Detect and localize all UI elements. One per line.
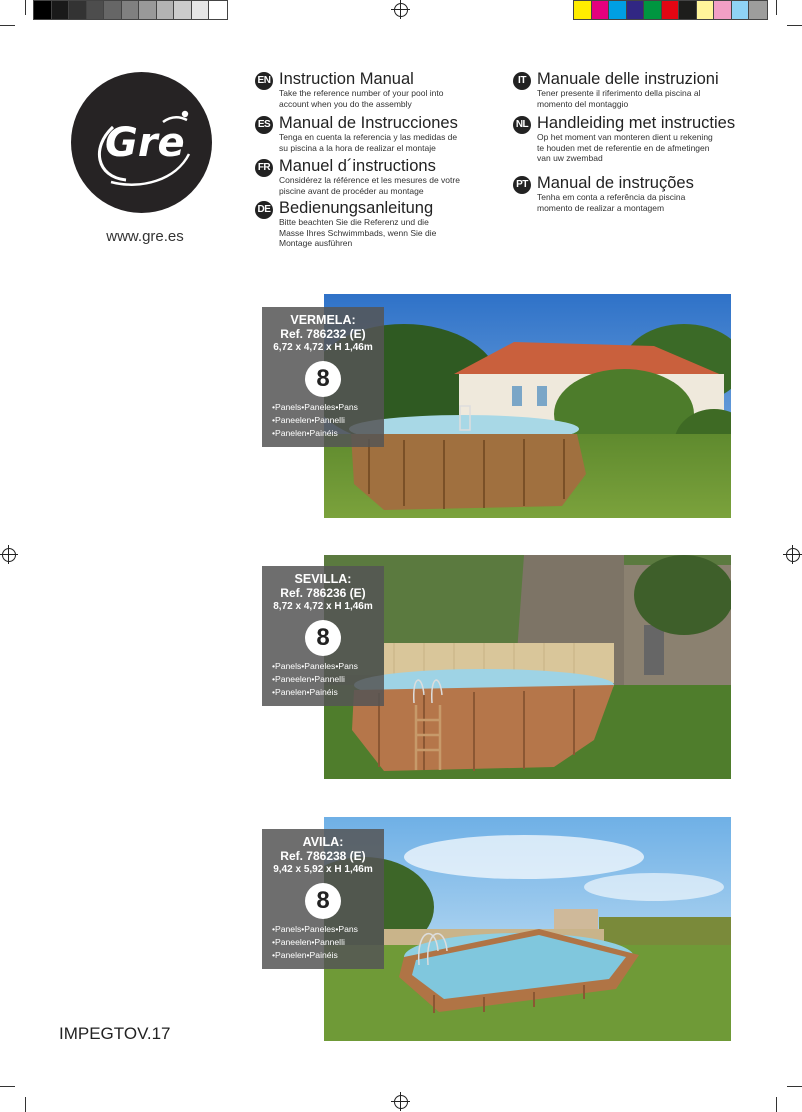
product-dimensions: 9,42 x 5,92 x H 1,46m bbox=[273, 864, 373, 875]
language-title: Manuale delle instruzioni bbox=[537, 70, 719, 88]
language-badge: NL bbox=[513, 116, 531, 134]
color-calibration-bar bbox=[573, 0, 768, 20]
panels-label: •Panelen•Painéis bbox=[272, 687, 338, 697]
color-swatch bbox=[627, 1, 645, 19]
language-description: Bitte beachten Sie die Referenz und die Masse Ihres Schwimmbads, wenn Sie die Montage ausführen bbox=[279, 217, 437, 248]
panels-label: •Panelen•Painéis bbox=[272, 950, 338, 960]
gray-swatch bbox=[87, 1, 105, 19]
language-badge: DE bbox=[255, 201, 273, 219]
color-swatch bbox=[749, 1, 767, 19]
panel-count-badge: 8 bbox=[305, 361, 341, 397]
crop-mark bbox=[787, 1086, 802, 1087]
registration-mark-icon bbox=[2, 548, 16, 562]
product-info-sevilla bbox=[262, 566, 384, 706]
grayscale-calibration-bar bbox=[33, 0, 228, 20]
language-title: Bedienungsanleitung bbox=[279, 199, 434, 217]
language-badge: EN bbox=[255, 72, 273, 90]
crop-mark bbox=[25, 1097, 26, 1112]
gray-swatch bbox=[104, 1, 122, 19]
gray-swatch bbox=[69, 1, 87, 19]
language-title: Instruction Manual bbox=[279, 70, 414, 88]
product-ref: Ref. 786236 (E) bbox=[280, 586, 366, 600]
language-title: Handleiding met instructies bbox=[537, 114, 736, 132]
color-swatch bbox=[609, 1, 627, 19]
panel-count-badge: 8 bbox=[305, 620, 341, 656]
language-badge: FR bbox=[255, 159, 273, 177]
product-info-vermela bbox=[262, 307, 384, 447]
gray-swatch bbox=[192, 1, 210, 19]
language-description: Tener presente il riferimento della piscina al momento del montaggio bbox=[537, 88, 701, 109]
language-title: Manuel d´instructions bbox=[279, 157, 436, 175]
pool-photo-vermela bbox=[324, 294, 731, 518]
document-code: IMPEGTOV.17 bbox=[59, 1024, 171, 1043]
gray-swatch bbox=[157, 1, 175, 19]
gray-swatch bbox=[209, 1, 227, 19]
crop-mark bbox=[787, 25, 802, 26]
panels-label: •Paneelen•Pannelli bbox=[272, 937, 345, 947]
color-swatch bbox=[644, 1, 662, 19]
panels-label: •Panels•Paneles•Pans bbox=[272, 402, 358, 412]
language-description: Take the reference number of your pool into account when you do the assembly bbox=[279, 88, 444, 109]
gre-logo bbox=[71, 72, 212, 213]
registration-mark-icon bbox=[394, 1095, 408, 1109]
product-name: AVILA: bbox=[302, 835, 344, 849]
language-description: Tenga en cuenta la referencia y las medidas de su piscina a la hora de realizar el montaje bbox=[279, 132, 458, 153]
color-swatch bbox=[574, 1, 592, 19]
color-swatch bbox=[679, 1, 697, 19]
gray-swatch bbox=[139, 1, 157, 19]
crop-mark bbox=[0, 1086, 15, 1087]
color-swatch bbox=[592, 1, 610, 19]
registration-mark-icon bbox=[394, 3, 408, 17]
panels-label: •Paneelen•Pannelli bbox=[272, 415, 345, 425]
pool-photo-avila bbox=[324, 817, 731, 1041]
color-swatch bbox=[697, 1, 715, 19]
gray-swatch bbox=[34, 1, 52, 19]
language-description: Tenha em conta a referência da piscina momento de realizar a montagem bbox=[537, 192, 686, 213]
panels-label: •Panels•Paneles•Pans bbox=[272, 661, 358, 671]
language-badge: PT bbox=[513, 176, 531, 194]
gray-swatch bbox=[174, 1, 192, 19]
panel-count-badge: 8 bbox=[305, 883, 341, 919]
product-name: SEVILLA: bbox=[294, 572, 352, 586]
language-badge: ES bbox=[255, 116, 273, 134]
website-url[interactable]: www.gre.es bbox=[106, 228, 184, 245]
product-name: VERMELA: bbox=[290, 313, 356, 327]
color-swatch bbox=[714, 1, 732, 19]
panels-label: •Paneelen•Pannelli bbox=[272, 674, 345, 684]
crop-mark bbox=[776, 1097, 777, 1112]
logo-wordmark: Gre bbox=[105, 120, 185, 166]
language-title: Manual de instruções bbox=[537, 174, 694, 192]
gray-swatch bbox=[122, 1, 140, 19]
color-swatch bbox=[732, 1, 750, 19]
product-ref: Ref. 786238 (E) bbox=[280, 849, 366, 863]
crop-mark bbox=[0, 25, 15, 26]
panels-label: •Panelen•Painéis bbox=[272, 428, 338, 438]
language-description: Op het moment van monteren dient u rekening te houden met de referentie en de afmetingen van uw zwembad bbox=[537, 132, 713, 163]
product-dimensions: 8,72 x 4,72 x H 1,46m bbox=[273, 601, 373, 612]
product-ref: Ref. 786232 (E) bbox=[280, 327, 366, 341]
color-swatch bbox=[662, 1, 680, 19]
product-info-avila bbox=[262, 829, 384, 969]
language-badge: IT bbox=[513, 72, 531, 90]
gray-swatch bbox=[52, 1, 70, 19]
registration-mark-icon bbox=[786, 548, 800, 562]
language-title: Manual de Instrucciones bbox=[279, 114, 458, 132]
panels-label: •Panels•Paneles•Pans bbox=[272, 924, 358, 934]
crop-mark bbox=[776, 0, 777, 15]
language-description: Considérez la référence et les mesures de votre piscine avant de procéder au montage bbox=[279, 175, 460, 196]
pool-photo-sevilla bbox=[324, 555, 731, 779]
product-dimensions: 6,72 x 4,72 x H 1,46m bbox=[273, 342, 373, 353]
crop-mark bbox=[25, 0, 26, 15]
